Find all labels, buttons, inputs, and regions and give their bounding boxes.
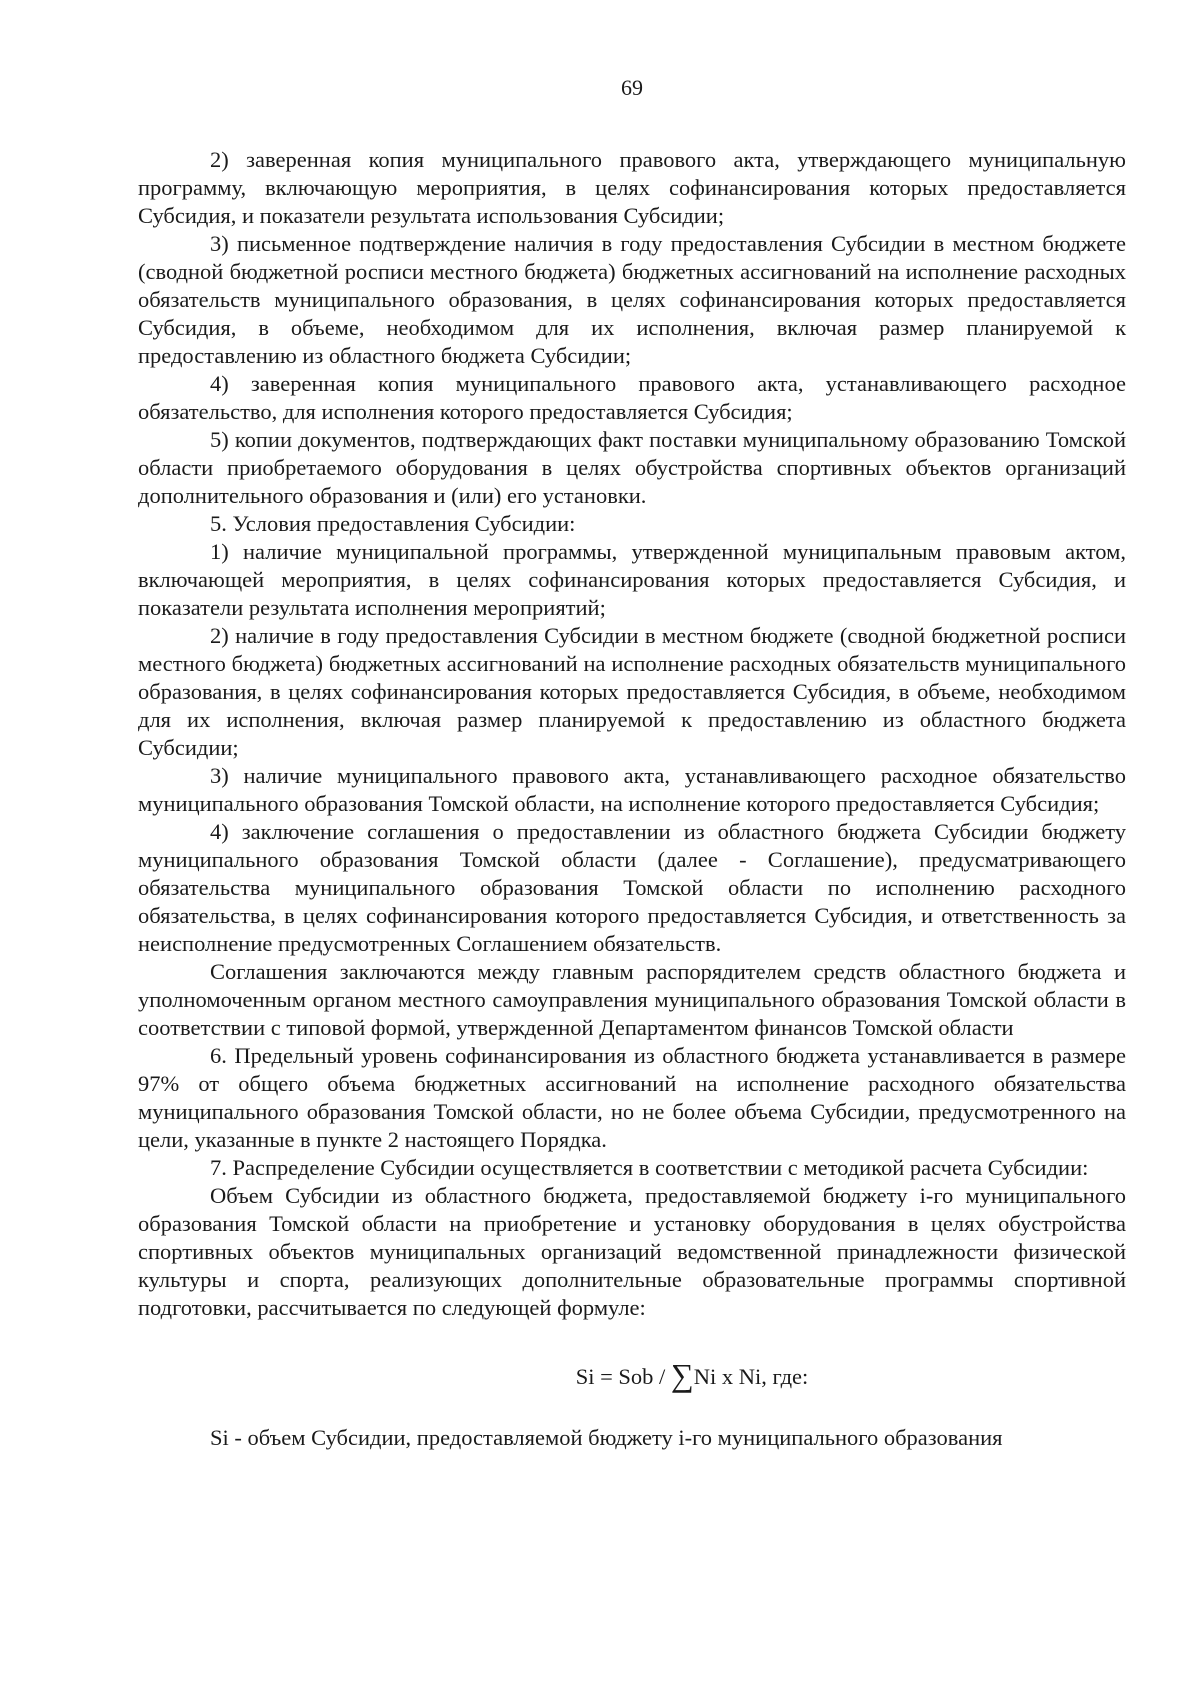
paragraph-item-5-document-copies: 5) копии документов, подтверждающих факт поставки муниципальному образованию Томской области приобретаемого оборудования в целях обустройства спортивных объектов организаций дополнительного образования и (или) его установки. — [138, 427, 1126, 508]
paragraph-condition-2: 2) наличие в году предоставления Субсидии в местном бюджете (сводной бюджетной росписи местного бюджета) бюджетных ассигнований на исполнение расходных обязательств муниципального образования, в целях софинансирования которых предоставляется Субсидия, в объеме, необходимом для их исполнения, включая размер планируемой к предоставлению из областного бюджета Субсидии; — [138, 623, 1126, 760]
section-6-paragraph: 6. Предельный уровень софинансирования из областного бюджета устанавливается в размере 97% от общего объема бюджетных ассигнований на исполнение расходного обязательства муниципального образования Томской области, но не более объема Субсидии, предусмотренного на цели, указанные в пункте 2 настоящего Порядка. — [138, 1043, 1126, 1152]
page-number: 69 — [621, 75, 643, 100]
section-7-paragraph: 7. Распределение Субсидии осуществляется в соответствии с методикой расчета Субсидии: — [210, 1155, 1089, 1180]
sigma-symbol: ∑ — [670, 1357, 694, 1393]
formula-right: Ni x Ni, где: — [693, 1364, 809, 1389]
paragraph-agreements: Соглашения заключаются между главным распорядителем средств областного бюджета и уполномоченным органом местного самоуправления муниципального образования Томской области в соответствии с типовой формой, утвержденной Департаментом финансов Томской области — [138, 959, 1126, 1040]
paragraph-item-2-certified-copy: 2) заверенная копия муниципального правового акта, утверждающего муниципальную программу, включающую мероприятия, в целях софинансирования которых предоставляется Субсидия, и показатели результата использования Субсидии; — [138, 147, 1126, 228]
document-page — [138, 0, 1126, 1698]
paragraph-subsidy-volume: Объем Субсидии из областного бюджета, предоставляемой бюджету i-го муниципального образования Томской области на приобретение и установку оборудования в целях обустройства спортивных объектов муниципальных организаций ведомственной принадлежности физической культуры и спорта, реализующих дополнительные образовательные программы спортивной подготовки, рассчитывается по следующей формуле: — [138, 1183, 1126, 1320]
definition-si: Si - объем Субсидии, предоставляемой бюджету i-го муниципального образования — [210, 1425, 1003, 1450]
formula-left: Si = Sob / — [575, 1364, 666, 1389]
document-body — [138, 146, 1126, 1452]
section-5-heading: 5. Условия предоставления Субсидии: — [210, 511, 576, 536]
paragraph-item-4-certified-copy: 4) заверенная копия муниципального правового акта, устанавливающего расходное обязательство, для исполнения которого предоставляется Субсидия; — [138, 371, 1126, 424]
paragraph-condition-3: 3) наличие муниципального правового акта, устанавливающего расходное обязательство муниципального образования Томской области, на исполнение которого предоставляется Субсидия; — [138, 763, 1126, 816]
paragraph-condition-4: 4) заключение соглашения о предоставлении из областного бюджета Субсидии бюджету муниципального образования Томской области (далее - Соглашение), предусматривающего обязательства муниципального образования Томской области по исполнению расходного обязательства, в целях софинансирования которого предоставляется Субсидия, и ответственность за неисполнение предусмотренных Соглашением обязательств. — [138, 819, 1126, 956]
paragraph-item-3-written-confirmation: 3) письменное подтверждение наличия в году предоставления Субсидии в местном бюджете (сводной бюджетной росписи местного бюджета) бюджетных ассигнований на исполнение расходных обязательств муниципального образования, в целях софинансирования которых предоставляется Субсидия, в объеме, необходимом для их исполнения, включая размер планируемой к предоставлению из областного бюджета Субсидии; — [138, 231, 1126, 368]
formula — [138, 1358, 1126, 1394]
paragraph-condition-1: 1) наличие муниципальной программы, утвержденной муниципальным правовым актом, включающей мероприятия, в целях софинансирования которых предоставляется Субсидия, и показатели результата исполнения мероприятий; — [138, 539, 1126, 620]
